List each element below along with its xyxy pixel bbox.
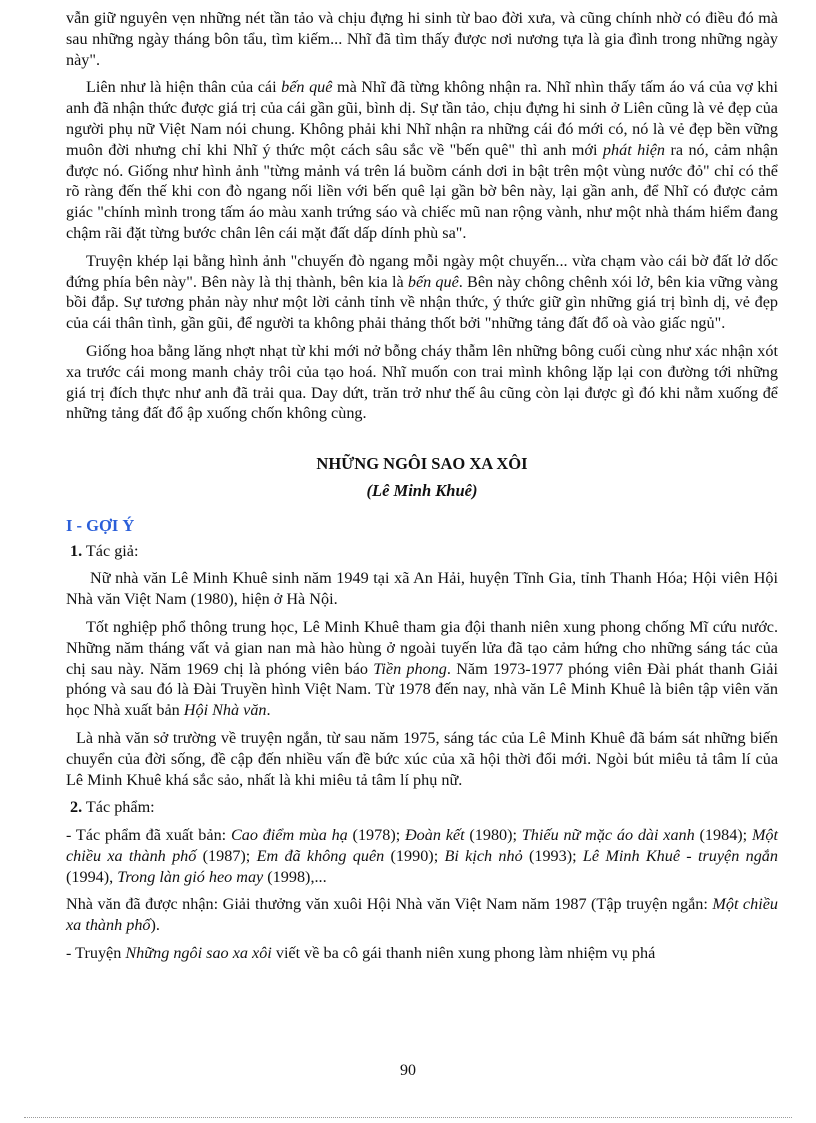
text-run: Nhà văn đã được nhận: Giải thưởng văn xuôi Hội Nhà văn Việt Nam năm 1987 (Tập truyện ngắn: <box>66 895 713 914</box>
text-run: - Truyện <box>66 944 126 963</box>
italic-text: Đoàn kết <box>404 826 465 845</box>
page-bottom-rule <box>24 1117 792 1118</box>
italic-text: Tiền phong <box>373 659 447 678</box>
author-heading <box>66 541 778 562</box>
work-heading-number: 2. <box>70 798 83 817</box>
text-run: viết về ba cô gái thanh niên xung phong làm nhiệm vụ phá <box>271 944 656 963</box>
italic-text: Những ngôi sao xa xôi <box>125 944 272 963</box>
text-run: (1987); <box>196 846 257 865</box>
text-run: (1998),... <box>263 867 327 886</box>
text-run: Nữ nhà văn Lê Minh Khuê sinh năm 1949 tại xã An Hải, huyện Tĩnh Gia, tỉnh Thanh Hóa; Hội viên Hội Nhà văn Việt Nam (1980), hiện ở Hà Nội. <box>66 569 778 609</box>
work-heading-label: Tác phẩm: <box>82 798 155 817</box>
text-run: . Bên này chông chênh xói lở, bên kia vững vàng bồi đắp. Sự tương phản này như một lời cảnh tỉnh về nhận thức, ý thức giữ gìn những giá trị bình dị, vẻ đẹp của cái thân tình, gần gũi, để người ta không phải thảng thốt bởi "những tảng đất đổ oà vào giấc ngủ". <box>66 272 778 333</box>
text-run: vẫn giữ nguyên vẹn những nét tần tảo và chịu đựng hi sinh từ bao đời xưa, và cũng chính nhờ có điều đó mà sau những ngày tháng bôn tẩu, tìm kiếm... Nhĩ đã tìm thấy được nơi nương tựa là gia đình trong những ngày này". <box>66 9 778 69</box>
paragraphs-top-item <box>66 8 778 70</box>
text-run: Giống hoa bằng lăng nhợt nhạt từ khi mới nở bỗng cháy thẫm lên những bông cuối cùng như xác nhận xót xa trước cái mong manh chảy trôi của tạo hoá. Nhĩ muốn con trai mình không lặp lại con đường tới những giá trị đích thực như anh đã trải qua. Day dứt, trăn trở như thế âu cũng còn lại được gì đó khi nằm xuống để những tảng đất đổ ập xuống chốn không cùng. <box>66 341 778 423</box>
author-heading-label: Tác giả: <box>82 541 139 560</box>
text-run: Tốt nghiệp phổ thông trung học, Lê Minh Khuê tham gia đội thanh niên xung phong chống Mĩ cứu nước. Những năm tháng vất vả gian nan mà hào hùng ở ngoài tuyến lửa đã tạo cảm hứng cho những sáng tác của chị sau này. Năm 1969 chị là phóng viên báo <box>66 617 778 678</box>
page-number: 90 <box>400 1062 416 1079</box>
section-heading: I - GỢI Ý <box>66 515 135 535</box>
top-paragraphs <box>66 8 778 424</box>
paragraphs-top-item <box>66 341 778 424</box>
work-paragraphs-item <box>66 894 778 936</box>
italic-text: Cao điểm mùa hạ <box>230 826 348 845</box>
paragraphs-top-item <box>66 251 778 334</box>
text-run: Là nhà văn sở trường về truyện ngắn, từ sau năm 1975, sáng tác của Lê Minh Khuê đã bám sát những biến chuyển của đời sống, đề cập đến nhiều vấn đề bức xúc của xã hội thời đổi mới. Ngòi bút miêu tả tâm lí của Lê Minh Khuê khá sắc sảo, nhất là khi miêu tả tâm lí phụ nữ. <box>66 728 778 789</box>
text-run: (1978); <box>347 826 405 845</box>
author-paragraphs-item <box>66 568 778 610</box>
author-heading-number: 1. <box>70 541 83 560</box>
work-paragraphs-item <box>66 943 778 964</box>
document-page <box>66 8 778 971</box>
text-run: . Năm 1973-1977 phóng viên Đài phát thanh Giải phóng và sau đó là Đài Truyền hình Việt Nam. Từ 1978 đến nay, nhà văn Lê Minh Khuê là biên tập viên văn học Nhà xuất bản <box>66 659 778 720</box>
author-paragraphs <box>66 568 778 790</box>
text-run: Liên như là hiện thân của cái <box>86 78 282 97</box>
italic-text: Trong làn gió heo may <box>117 867 264 886</box>
italic-text: Lê Minh Khuê - truyện ngắn <box>582 846 778 865</box>
italic-text: phát hiện <box>602 140 665 159</box>
text-run: (1980); <box>464 826 522 845</box>
author-paragraphs-item <box>66 617 778 721</box>
author-paragraphs-item <box>66 728 778 790</box>
text-run: (1993); <box>522 846 583 865</box>
text-run: mà Nhĩ đã từng không nhận ra. Nhĩ nhìn thấy tấm áo vá của vợ khi anh đã nhận thức được giá trị của cái gần gũi, bình dị. Sự tần tảo, chịu đựng hi sinh ở Liên cũng là vẻ đẹp của người phụ nữ Việt Nam nói chung. Không phải khi Nhĩ nhận ra những cái đó mới có, nó là vẻ đẹp bền vững muôn đời nhưng chỉ khi Nhĩ ý thức một cách sâu sắc về "bến quê" thì anh mới <box>66 78 778 159</box>
work-heading <box>66 797 778 818</box>
text-run: (1990); <box>384 846 445 865</box>
italic-text: Bi kịch nhỏ <box>444 846 523 865</box>
italic-text: bến quê <box>281 78 333 97</box>
paragraphs-top-item <box>66 77 778 243</box>
text-run: . <box>266 701 271 720</box>
text-run: (1984); <box>694 826 752 845</box>
work-paragraphs-item <box>66 825 778 887</box>
italic-text: Hội Nhà văn <box>183 701 267 720</box>
italic-text: bến quê <box>407 272 459 291</box>
work-paragraphs <box>66 825 778 964</box>
text-run: ra nó, cảm nhận được nó. Giống như hình ảnh "từng mảnh vá trên lá buồm cánh dơi in bật trên một vùng nước đỏ" chỉ có thể rõ ràng đến thế khi con đò ngang nối liền với bến quê lại gần bờ bên này, lại gần anh, để Nhĩ có được cảm giác "chính mình trong tấm áo màu xanh trứng sáo và chiếc mũ nan rộng vành, như một nhà thám hiểm đang chậm rãi đặt từng bước chân lên cái mặt đất dấp dính phù sa". <box>66 140 778 242</box>
text-run: Truyện khép lại bằng hình ảnh "chuyến đò ngang mỗi ngày một chuyến... vừa chạm vào cái bờ đất lở dốc đứng phía bên này". Bên này là thị thành, bên kia là <box>66 251 778 291</box>
text-run: ). <box>150 916 160 935</box>
italic-text: Một chiều xa thành phố <box>66 895 778 935</box>
story-author: (Lê Minh Khuê) <box>366 480 478 500</box>
italic-text: Một chiều xa thành phố <box>66 826 779 865</box>
text-run: (1994), <box>66 867 118 886</box>
text-run: - Tác phẩm đã xuất bản: <box>66 826 231 845</box>
story-title: NHỮNG NGÔI SAO XA XÔI <box>316 454 528 474</box>
italic-text: Thiếu nữ mặc áo dài xanh <box>521 826 695 845</box>
italic-text: Em đã không quên <box>256 846 385 865</box>
